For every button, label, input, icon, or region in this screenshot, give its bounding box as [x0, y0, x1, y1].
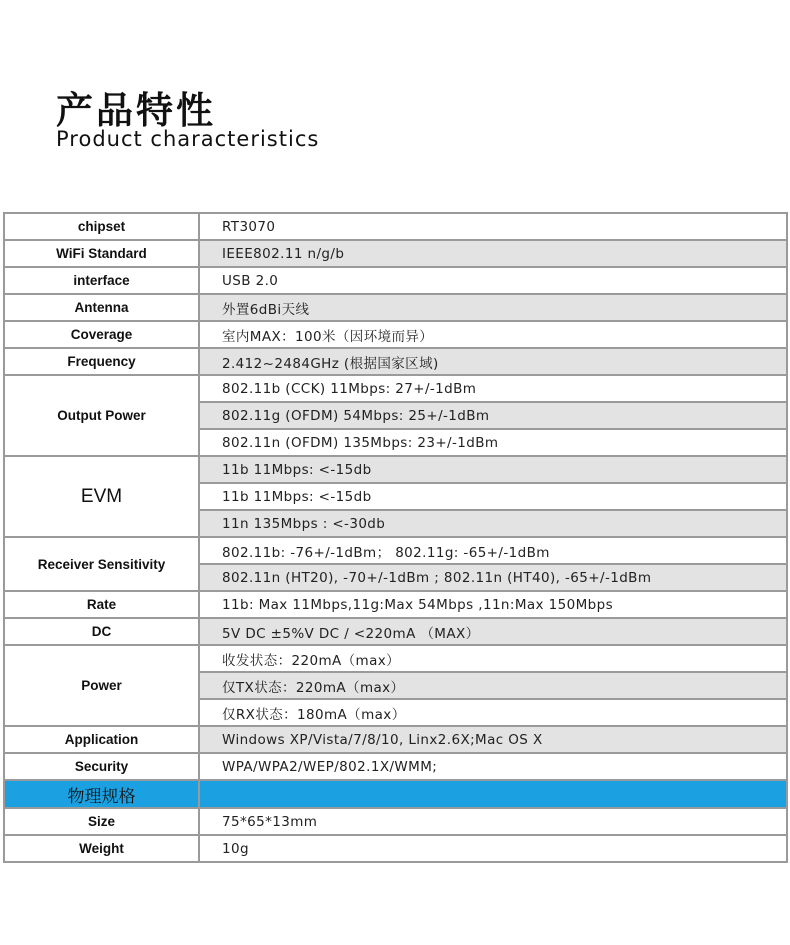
spec-value: Windows XP/Vista/7/8/10, Linx2.6X;Mac OS X [199, 726, 787, 753]
spec-value: 收发状态：220mA（max） [199, 645, 787, 672]
spec-row-evm [4, 456, 787, 483]
spec-value: WPA/WPA2/WEP/802.1X/WMM; [199, 753, 787, 780]
spec-value: IEEE802.11 n/g/b [199, 240, 787, 267]
spec-value: 11b 11Mbps: <-15db [199, 456, 787, 483]
spec-label: Size [4, 808, 199, 835]
spec-value: 802.11g (OFDM) 54Mbps: 25+/-1dBm [199, 402, 787, 429]
spec-value: 5V DC ±5%V DC / <220mA （MAX） [199, 618, 787, 645]
page-title-cn: 产品特性 [56, 89, 216, 132]
spec-value: 802.11b (CCK) 11Mbps: 27+/-1dBm [199, 375, 787, 402]
spec-value: 11b: Max 11Mbps,11g:Max 54Mbps ,11n:Max 150Mbps [199, 591, 787, 618]
spec-value: RT3070 [199, 213, 787, 240]
page-title-en: Product characteristics [56, 127, 320, 151]
spec-label: EVM [4, 456, 199, 537]
spec-row-receiver-sensitivity [4, 537, 787, 564]
spec-value: 室内MAX：100米（因环境而异） [199, 321, 787, 348]
spec-value: 仅TX状态：220mA（max） [199, 672, 787, 699]
spec-value: 802.11b: -76+/-1dBm； 802.11g: -65+/-1dBm [199, 537, 787, 564]
section-header-physical [4, 780, 787, 808]
spec-value: USB 2.0 [199, 267, 787, 294]
spec-value: 外置6dBi天线 [199, 294, 787, 321]
spec-row-security [4, 753, 787, 780]
spec-label: Antenna [4, 294, 199, 321]
spec-row-rate [4, 591, 787, 618]
spec-label: Weight [4, 835, 199, 862]
spec-row-interface [4, 267, 787, 294]
spec-label: Security [4, 753, 199, 780]
spec-label: Receiver Sensitivity [4, 537, 199, 591]
spec-table [3, 212, 788, 863]
spec-value: 2.412~2484GHz (根据国家区域) [199, 348, 787, 375]
spec-value: 802.11n (HT20), -70+/-1dBm ; 802.11n (HT40), -65+/-1dBm [199, 564, 787, 591]
spec-row-antenna [4, 294, 787, 321]
spec-row-chipset [4, 213, 787, 240]
spec-value: 11n 135Mbps : <-30db [199, 510, 787, 537]
spec-row-application [4, 726, 787, 753]
spec-label: WiFi Standard [4, 240, 199, 267]
spec-row-output-power [4, 375, 787, 402]
spec-value: 75*65*13mm [199, 808, 787, 835]
spec-row-weight [4, 835, 787, 862]
spec-label: Output Power [4, 375, 199, 456]
spec-row-wifi-standard [4, 240, 787, 267]
spec-value: 10g [199, 835, 787, 862]
spec-label: interface [4, 267, 199, 294]
spec-label: chipset [4, 213, 199, 240]
section-label: 物理规格 [4, 780, 199, 808]
spec-label: Frequency [4, 348, 199, 375]
spec-label: Power [4, 645, 199, 726]
spec-row-dc [4, 618, 787, 645]
spec-row-size [4, 808, 787, 835]
spec-label: Application [4, 726, 199, 753]
spec-value: 11b 11Mbps: <-15db [199, 483, 787, 510]
spec-label: Coverage [4, 321, 199, 348]
spec-value: 仅RX状态：180mA（max） [199, 699, 787, 726]
spec-label: Rate [4, 591, 199, 618]
spec-row-power [4, 645, 787, 672]
section-bar [199, 780, 787, 808]
spec-row-coverage [4, 321, 787, 348]
spec-row-frequency [4, 348, 787, 375]
spec-label: DC [4, 618, 199, 645]
spec-value: 802.11n (OFDM) 135Mbps: 23+/-1dBm [199, 429, 787, 456]
